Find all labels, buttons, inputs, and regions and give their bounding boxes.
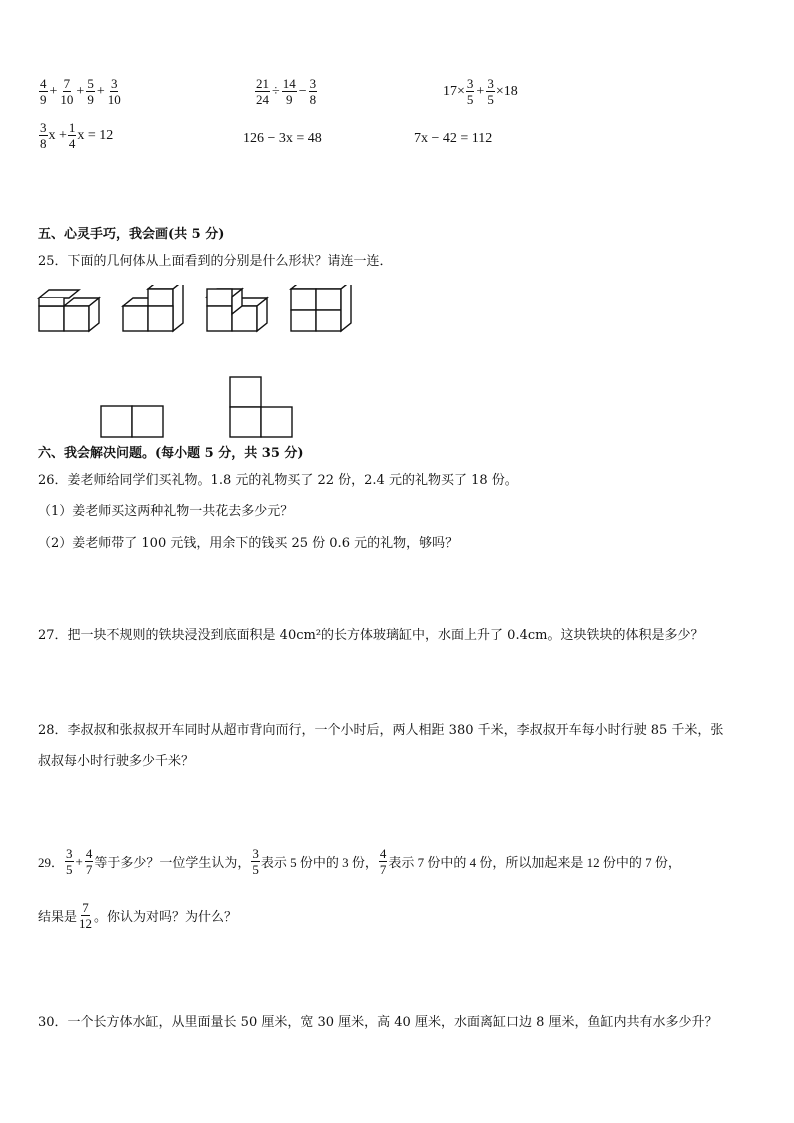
fraction: $\frac{3}{10}$ bbox=[107, 76, 121, 107]
question-29-line-1: 29． $\frac{3}{5}$ + $\frac{4}{7}$ 等于多少？一位学生认为， $\frac{3}{5}$ 表示 5 份中的 3 份， $\frac{4}{7}$ 表示 7 份中的 4 份，所以加起来是 12 份中的 7 份， bbox=[38, 846, 681, 877]
top-view-two-squares bbox=[100, 405, 166, 438]
question-28-line-2: 叔叔每小时行驶多少千米？ bbox=[38, 754, 195, 769]
cube-figure-1 bbox=[39, 290, 99, 331]
fraction: $\frac{7}{10}$ bbox=[60, 76, 74, 107]
fraction: $\frac{1}{4}$ bbox=[68, 120, 76, 151]
fraction: $\frac{3}{5}$ bbox=[466, 76, 474, 107]
equation-2: 126 − 3x = 48 bbox=[243, 131, 322, 146]
cube-figures bbox=[30, 285, 370, 337]
cube-figure-4 bbox=[291, 285, 351, 331]
fraction: $\frac{3}{5}$ bbox=[487, 76, 494, 107]
equation-3: 7x − 42 = 112 bbox=[414, 131, 493, 146]
section-5-heading: 五、心灵手巧，我会画(共 5 分) bbox=[38, 227, 225, 242]
calc-expression-1: $\frac{4}{9}$ + $\frac{7}{10}$ + $\frac{5}{9}$ + $\frac{3}{10}$ bbox=[40, 76, 121, 107]
section-6-heading: 六、我会解决问题。(每小题 5 分，共 35 分) bbox=[38, 446, 304, 461]
top-view-l-shape bbox=[229, 376, 295, 439]
fraction: $\frac{3}{8}$ bbox=[40, 120, 47, 151]
fraction: $\frac{21}{24}$ bbox=[256, 76, 269, 107]
fraction: $\frac{3}{5}$ bbox=[66, 846, 73, 877]
fraction: $\frac{4}{9}$ bbox=[40, 76, 47, 107]
fraction: $\frac{5}{9}$ bbox=[87, 76, 94, 107]
question-29-line-2: 结果是 $\frac{7}{12}$ 。你认为对吗？为什么？ bbox=[38, 900, 238, 931]
fraction: $\frac{4}{7}$ bbox=[379, 846, 387, 877]
calc-expression-3: 17× $\frac{3}{5}$ + $\frac{3}{5}$ ×18 bbox=[443, 76, 518, 107]
equation-1: $\frac{3}{8}$ x + $\frac{1}{4}$ x = 12 bbox=[40, 120, 114, 151]
question-26-part-2: （2）姜老师带了 100 元钱，用余下的钱买 25 份 0.6 元的礼物，够吗？ bbox=[38, 536, 459, 551]
fraction: $\frac{7}{12}$ bbox=[79, 900, 93, 931]
fraction: $\frac{3}{8}$ bbox=[309, 76, 317, 107]
question-25: 25．下面的几何体从上面看到的分别是什么形状？请连一连． bbox=[38, 254, 393, 269]
cube-figure-3 bbox=[207, 289, 267, 331]
fraction: $\frac{4}{7}$ bbox=[85, 846, 93, 877]
calc-expression-2: $\frac{21}{24}$ ÷ $\frac{14}{9}$ − $\frac{3}{8}$ bbox=[256, 76, 317, 107]
fraction: $\frac{14}{9}$ bbox=[282, 76, 296, 107]
cube-figure-2 bbox=[123, 285, 183, 331]
question-30: 30．一个长方体水缸，从里面量长 50 厘米，宽 30 厘米，高 40 厘米，水面离缸口边 8 厘米，鱼缸内共有水多少升？ bbox=[38, 1015, 718, 1030]
question-28-line-1: 28．李叔叔和张叔叔开车同时从超市背向而行，一个小时后，两人相距 380 千米，李叔叔开车每小时行驶 85 千米，张 bbox=[38, 723, 724, 738]
fraction: $\frac{3}{5}$ bbox=[252, 846, 259, 877]
question-26-part-1: （1）姜老师买这两种礼物一共花去多少元？ bbox=[38, 504, 294, 519]
question-26: 26．姜老师给同学们买礼物。1.8 元的礼物买了 22 份，2.4 元的礼物买了 18 份。 bbox=[38, 473, 518, 488]
question-27: 27．把一块不规则的铁块浸没到底面积是 40cm²的长方体玻璃缸中，水面上升了 0.4cm。这块铁块的体积是多少？ bbox=[38, 628, 704, 643]
